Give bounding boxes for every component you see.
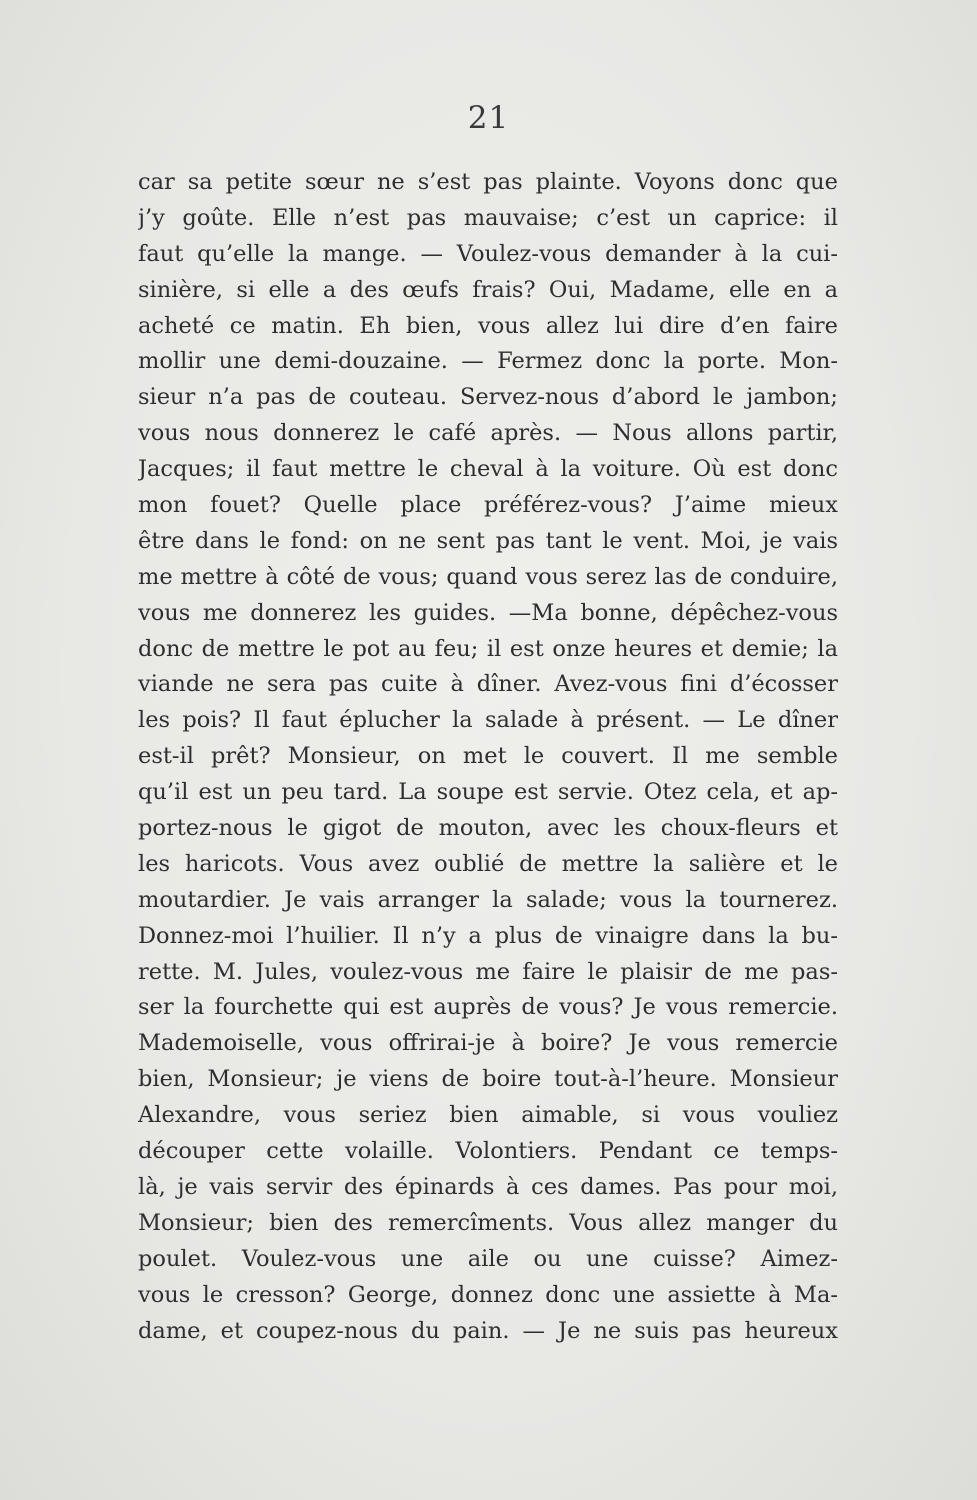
text-line: faut qu’elle la mange. — Voulez-vous demander à la cui-: [138, 240, 838, 267]
text-line: vous le cresson? George, donnez donc une assiette à Ma-: [138, 1281, 838, 1308]
text-line: qu’il est un peu tard. La soupe est servie. Otez cela, et ap-: [138, 779, 838, 806]
text-line: moutardier. Je vais arranger la salade; vous la tournerez.: [138, 886, 838, 913]
text-line: Monsieur; bien des remercîments. Vous allez manger du: [138, 1209, 838, 1236]
text-line: là, je vais servir des épinards à ces dames. Pas pour moi,: [138, 1173, 838, 1200]
text-line: bien, Monsieur; je viens de boire tout-à-l’heure. Monsieur: [138, 1066, 838, 1093]
text-line: rette. M. Jules, voulez-vous me faire le plaisir de me pas-: [138, 958, 838, 985]
text-line: ser la fourchette qui est auprès de vous? Je vous remercie.: [138, 994, 838, 1021]
text-line: sieur n’a pas de couteau. Servez-nous d’abord le jambon;: [138, 384, 838, 411]
text-line: dame, et coupez-nous du pain. — Je ne suis pas heureux: [138, 1317, 838, 1344]
text-line: me mettre à côté de vous; quand vous serez las de conduire,: [138, 563, 838, 590]
text-line: découper cette volaille. Volontiers. Pendant ce temps-: [138, 1138, 838, 1165]
text-line: donc de mettre le pot au feu; il est onze heures et demie; la: [138, 635, 838, 662]
text-line: poulet. Voulez-vous une aile ou une cuisse? Aimez-: [138, 1245, 838, 1272]
text-line: être dans le fond: on ne sent pas tant le vent. Moi, je vais: [138, 527, 838, 554]
text-line: Alexandre, vous seriez bien aimable, si vous vouliez: [138, 1102, 838, 1129]
text-line: les haricots. Vous avez oublié de mettre la salière et le: [138, 850, 838, 877]
text-line: vous nous donnerez le café après. — Nous allons partir,: [138, 420, 838, 447]
text-line: est-il prêt? Monsieur, on met le couvert. Il me semble: [138, 743, 838, 770]
text-line: les pois? Il faut éplucher la salade à présent. — Le dîner: [138, 707, 838, 734]
text-line: portez-nous le gigot de mouton, avec les choux-fleurs et: [138, 815, 838, 842]
page-number: 21: [467, 100, 510, 136]
text-line: Jacques; il faut mettre le cheval à la voiture. Où est donc: [138, 456, 838, 483]
text-line: mon fouet? Quelle place préférez-vous? J’aime mieux: [138, 492, 838, 519]
body-text: [138, 165, 838, 1349]
text-line: Donnez-moi l’huilier. Il n’y a plus de vinaigre dans la bu-: [138, 922, 838, 949]
text-line: Mademoiselle, vous offrirai-je à boire? Je vous remercie: [138, 1030, 838, 1057]
text-line: j’y goûte. Elle n’est pas mauvaise; c’est un caprice: il: [138, 204, 838, 231]
text-line: viande ne sera pas cuite à dîner. Avez-vous fini d’écosser: [138, 671, 838, 698]
text-line: sinière, si elle a des œufs frais? Oui, Madame, elle en a: [138, 276, 838, 303]
text-line: car sa petite sœur ne s’est pas plainte. Voyons donc que: [138, 169, 838, 195]
text-line: acheté ce matin. Eh bien, vous allez lui dire d’en faire: [138, 312, 838, 339]
text-line: mollir une demi-douzaine. — Fermez donc la porte. Mon-: [138, 348, 838, 375]
text-line: vous me donnerez les guides. —Ma bonne, dépêchez-vous: [138, 599, 838, 626]
